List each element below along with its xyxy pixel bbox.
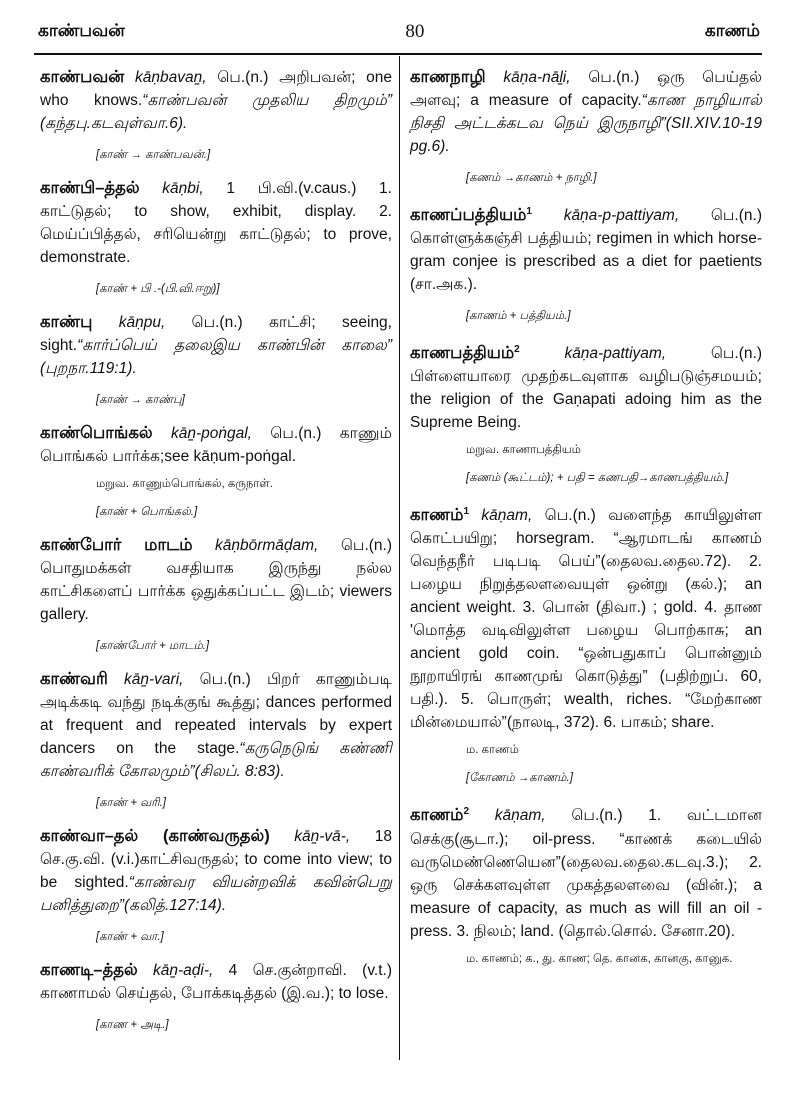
transliteration: kāṇam,: [481, 507, 533, 525]
transliteration: kāṇa-pattiyam,: [564, 345, 667, 363]
dictionary-entry: [40, 959, 392, 1033]
definition: 18 செ.கு.வி. (v.i.)காட்சிவருதல்; to come into view; to be sighted.: [40, 828, 392, 891]
etymology: [காணம் + பத்தியம்.]: [466, 310, 571, 323]
etymology: [கோணம் →காணம்.]: [466, 772, 573, 785]
transliteration: kāṇa-nāḻi,: [503, 69, 571, 86]
page-number: 80: [405, 21, 425, 42]
definition: பெ.(n.) காட்சி; seeing, sight.: [40, 314, 392, 354]
right-guide-word: காணம்: [704, 21, 760, 40]
homonym-number: 1: [463, 506, 470, 518]
headword: காண்பவன்: [40, 68, 125, 86]
etymology: [காண்போர் + மாடம்.]: [96, 640, 210, 652]
quotation: “காண்பவன் முதலிய திறமும்” (கந்தபு.கடவுள்வா.6).: [40, 92, 393, 132]
headword: காணநாழி: [410, 68, 486, 86]
headword: காண்போர் மாடம்: [40, 536, 193, 554]
dictionary-entry: [40, 177, 392, 297]
synonym-note: மறுவ. காணாபத்தியம்: [466, 444, 581, 457]
dictionary-entry: [40, 825, 392, 945]
headword: காண்பி–த்தல்: [40, 179, 140, 197]
transliteration: kāṉ-vari,: [124, 671, 184, 688]
header-rule: [34, 53, 762, 55]
dictionary-entry: [40, 668, 392, 811]
homonym-number: 2: [463, 806, 470, 818]
headword: காணப்பத்தியம்: [410, 206, 527, 225]
transliteration: kāṇbōrmāḍam,: [214, 537, 319, 554]
transliteration: kāṇam,: [494, 807, 546, 825]
quotation: “காண்வர வியன்றவிக் கவின்பெறு பனித்துறை”(கலித்.127:14).: [40, 874, 392, 914]
column-divider: [399, 56, 400, 1060]
etymology: [கணம் (கூட்டம்); + பதி = கணபதி→காணபத்தியம்.]: [466, 472, 729, 485]
transliteration: kāṇa-p-pattiyam,: [563, 207, 680, 225]
left-guide-word: காண்பவன்: [38, 21, 125, 40]
dictionary-entry: [410, 800, 762, 966]
cognate-note: ம. காணம்; க., து. காண; தெ. கானக, கானகு, கானுக.: [466, 952, 733, 965]
right-column: [410, 66, 762, 977]
transliteration: kāṉ-poṅgal,: [170, 425, 252, 442]
definition: 4 செ.குன்றாவி. (v.t.) காணாமல் செய்தல், போக்கடித்தல் (இ.வ.); to lose.: [40, 962, 392, 1002]
transliteration: kāṇbi,: [162, 180, 204, 197]
dictionary-entry: [40, 422, 392, 520]
headword: காண்பு: [40, 313, 93, 331]
definition: பெ.(n.) ஒரு பெய்தல் அளவு; a measure of capacity.: [410, 69, 762, 109]
headword: காணம்: [410, 506, 464, 525]
headword: காணம்: [410, 806, 464, 825]
definition: பெ.(n.) அறிபவன்; one who knows.: [40, 69, 392, 109]
definition: பெ.(n.) வளைந்த காயிலுள்ள கொட்பயிறு; horsegram. “ஆரமாடங் காணம் வெந்தநீர் படிபடி பெய்”(தைலவ.தைல.72). 2. பழைய நிறுத்தலளவையுள் ஒன்று (கல்.); an ancient weight. 3. பொன் (திவா.) ; gold. 4. தாண 'மொத்த வடிவிலுள்ள பழைய பொற்காசு; an ancient gold coin. “ஒன்பதுகாப் பொன்னும் நூறாயிரங் காணமுங் கொடுத்து” (பதிற்றுப். 60, பதி.). 5. பொருள்; wealth, riches. “மேற்காண மின்மையால்”(நாலடி, 372). 6. பாகம்; share.: [410, 507, 763, 732]
quotation: “கார்ப்பெய் தலைஇய காண்பின் காலை” (புறநா.119:1).: [40, 337, 392, 377]
headword: காணடி–த்தல்: [40, 961, 138, 979]
headword: காண்வரி: [40, 670, 108, 688]
definition: 1 பி.வி.(v.caus.) 1. காட்டுதல்; to show, exhibit, display. 2. மெய்ப்பித்தல், சரியென்று காட்டுதல்; to prove, demonstrate.: [40, 180, 392, 266]
quotation: “கருநெடுங் கண்ணி காண்வரிக் கோலமும்”(சிலப். 8:83).: [40, 740, 392, 780]
dictionary-entry: [410, 500, 762, 786]
headword: காண்பொங்கல்: [40, 424, 153, 442]
cognate-note: ம. காணம்: [466, 744, 519, 757]
transliteration: kāṉ-vā-,: [294, 828, 351, 845]
etymology: [காண் → காண்பவன்.]: [96, 149, 211, 161]
definition: பெ.(n.) பிறர் காணும்படி அடிக்கடி வந்து நடிக்குங் கூத்து; dances performed at frequent and repeated intervals by expert dancers on the stage.: [40, 671, 392, 757]
transliteration: kāṇbavaṉ,: [134, 69, 207, 86]
transliteration: kāṇpu,: [118, 314, 166, 331]
homonym-number: 2: [514, 344, 520, 356]
etymology: [கணம் →காணம் + நாழி.]: [466, 172, 597, 184]
definition: பெ.(n.) காணும் பொங்கல் பார்க்க;see kāṇum-poṅgal.: [40, 425, 392, 465]
transliteration: kāṉ-aḍi-,: [153, 962, 214, 979]
headword: காண்வா–தல் (காண்வருதல்): [40, 827, 270, 845]
definition: பெ.(n.) 1. வட்டமான செக்கு(சூடா.); oil-press. “காணக் கடையில் வருமெண்ணெயென”(தைலவ.தைல.கடவு.3.); 2. ஒரு செக்களவுள்ள முகத்தலளவை (வின்.); a measure of capacity, as much as will fill an oil -press. 3. நிலம்; land. (தொல்.சொல். சேனா.20).: [410, 807, 763, 940]
dictionary-entry: [40, 534, 392, 654]
page-header: [38, 16, 760, 48]
etymology: [காண் + பி .-(பி.வி.ஈறு)]: [96, 283, 220, 295]
definition: பெ.(n.) பிள்ளையாரை முதற்கடவுளாக வழிபடுஞ்சமயம்; the religion of the Gaṇapati adoing him as the Supreme Being.: [410, 345, 762, 432]
dictionary-entry: [40, 66, 392, 163]
headword: காணபத்தியம்: [410, 344, 515, 363]
dictionary-entry: [410, 66, 762, 186]
definition: பெ.(n.) பொதுமக்கள் வசதியாக இருந்து நல்ல காட்சிகளைப் பார்க்க ஒதுக்கப்பட்ட இடம்; viewers gallery.: [40, 537, 392, 623]
etymology: [காண் → காண்பு]: [96, 394, 185, 406]
definition: பெ.(n.) கொள்ளுக்கஞ்சி பத்தியம்; regimen in which horse-gram conjee is prescribed as a diet for paetients (சா.அக.).: [410, 207, 762, 294]
dictionary-entry: [40, 311, 392, 408]
etymology: [காண் + வா.]: [96, 931, 164, 943]
homonym-number: 1: [526, 206, 532, 217]
etymology: [காண் + வரி.]: [96, 797, 166, 809]
synonym-note: மறுவ. காணும்பொங்கல், கருநாள்.: [96, 478, 273, 490]
etymology: [காண + அடி.]: [96, 1019, 169, 1031]
dictionary-entry: [410, 200, 762, 324]
quotation: “காண நாழியால் நிசதி அட்டக்கடவ நெய் இருநாழி”(SII.XIV.10-19 pg.6).: [410, 92, 762, 155]
dictionary-entry: [410, 338, 762, 486]
left-column: [40, 66, 392, 1047]
etymology: [காண் + பொங்கல்.]: [96, 506, 198, 518]
